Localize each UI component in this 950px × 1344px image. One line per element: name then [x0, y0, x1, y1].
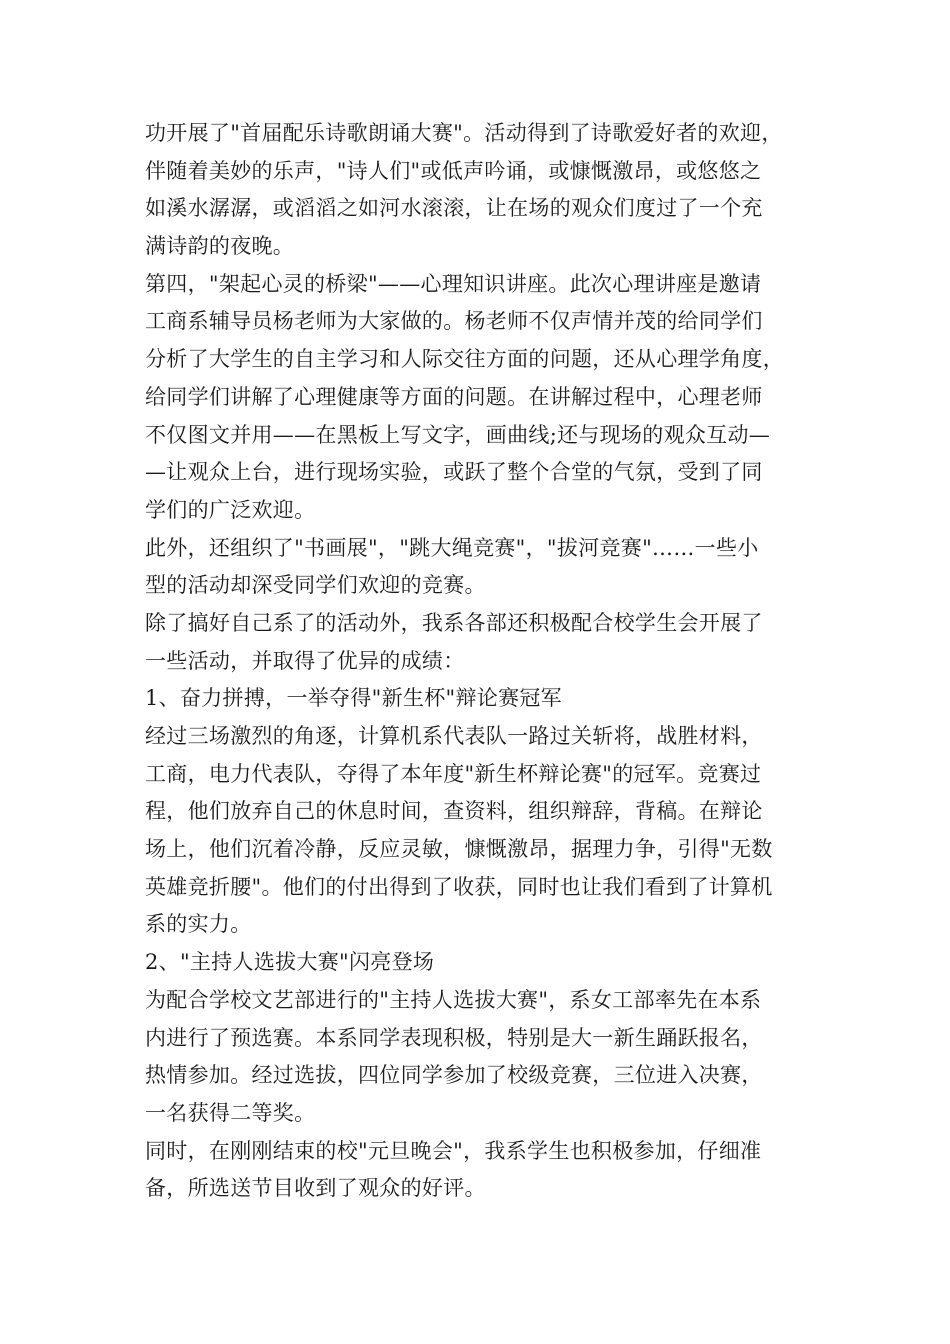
text-line: 除了搞好自己系了的活动外，我系各部还积极配合校学生会开展了	[145, 610, 763, 635]
text-line: 英雄竞折腰"。他们的付出得到了收获，同时也让我们看到了计算机	[145, 874, 773, 899]
text-line: 分析了大学生的自主学习和人际交往方面的问题，还从心理学角度，	[145, 347, 784, 372]
text-line: 内进行了预选赛。本系同学表现积极，特别是大一新生踊跃报名，	[145, 1025, 763, 1050]
text-line: 型的活动却深受同学们欢迎的竞赛。	[145, 573, 486, 598]
text-line: —让观众上台，进行现场实验，或跃了整个合堂的气氛，受到了同	[145, 460, 763, 485]
text-line: 工商系辅导员杨老师为大家做的。杨老师不仅声情并茂的给同学们	[145, 309, 763, 334]
text-line: 工商，电力代表队，夺得了本年度"新生杯辩论赛"的冠军。竞赛过	[145, 761, 762, 786]
text-line: 不仅图文并用——在黑板上写文字，画曲线;还与现场的观众互动—	[145, 422, 771, 447]
text-line: 一些活动，并取得了优异的成绩：	[145, 648, 465, 673]
text-line: 为配合学校文艺部进行的"主持人选拔大赛"，系女工部率先在本系	[145, 987, 762, 1012]
text-line: 第四，"架起心灵的桥梁"——心理知识讲座。此次心理讲座是邀请	[145, 271, 762, 296]
text-line: 同时，在刚刚结束的校"元旦晚会"，我系学生也积极参加，仔细准	[145, 1138, 762, 1163]
text-line: 程，他们放弃自己的休息时间，查资料，组织辩辞，背稿。在辩论	[145, 799, 763, 824]
text-line: 功开展了"首届配乐诗歌朗诵大赛"。活动得到了诗歌爱好者的欢迎，	[145, 121, 783, 145]
text-line: 此外，还组织了"书画展"，"跳大绳竞赛"，"拔河竞赛"……一些小	[145, 535, 759, 560]
text-line: 满诗韵的夜晚。	[145, 234, 295, 259]
text-line: 学们的广泛欢迎。	[145, 497, 316, 522]
text-line: 给同学们讲解了心理健康等方面的问题。在讲解过程中，心理老师	[145, 384, 763, 409]
document-body	[145, 115, 810, 1208]
text-line: 经过三场激烈的角逐，计算机系代表队一路过关斩将，战胜材料，	[145, 724, 763, 748]
text-line: 热情参加。经过选拔，四位同学参加了校级竞赛，三位进入决赛，	[145, 1063, 763, 1088]
section-heading: 2、"主持人选拔大赛"闪亮登场	[145, 950, 435, 975]
text-line: 如溪水潺潺，或滔滔之如河水滚滚，让在场的观众们度过了一个充	[145, 196, 763, 221]
section-heading: 1、奋力拼搏，一举夺得"新生杯"辩论赛冠军	[145, 686, 562, 711]
text-line: 一名获得二等奖。	[145, 1100, 316, 1125]
text-line: 备，所选送节目收到了观众的好评。	[145, 1176, 486, 1201]
text-line: 场上，他们沉着冷静，反应灵敏，慷慨激昂，据理力争，引得"无数	[145, 837, 773, 862]
text-line: 伴随着美妙的乐声，"诗人们"或低声吟诵，或慷慨激昂，或悠悠之	[145, 158, 762, 183]
text-line: 系的实力。	[145, 912, 252, 937]
